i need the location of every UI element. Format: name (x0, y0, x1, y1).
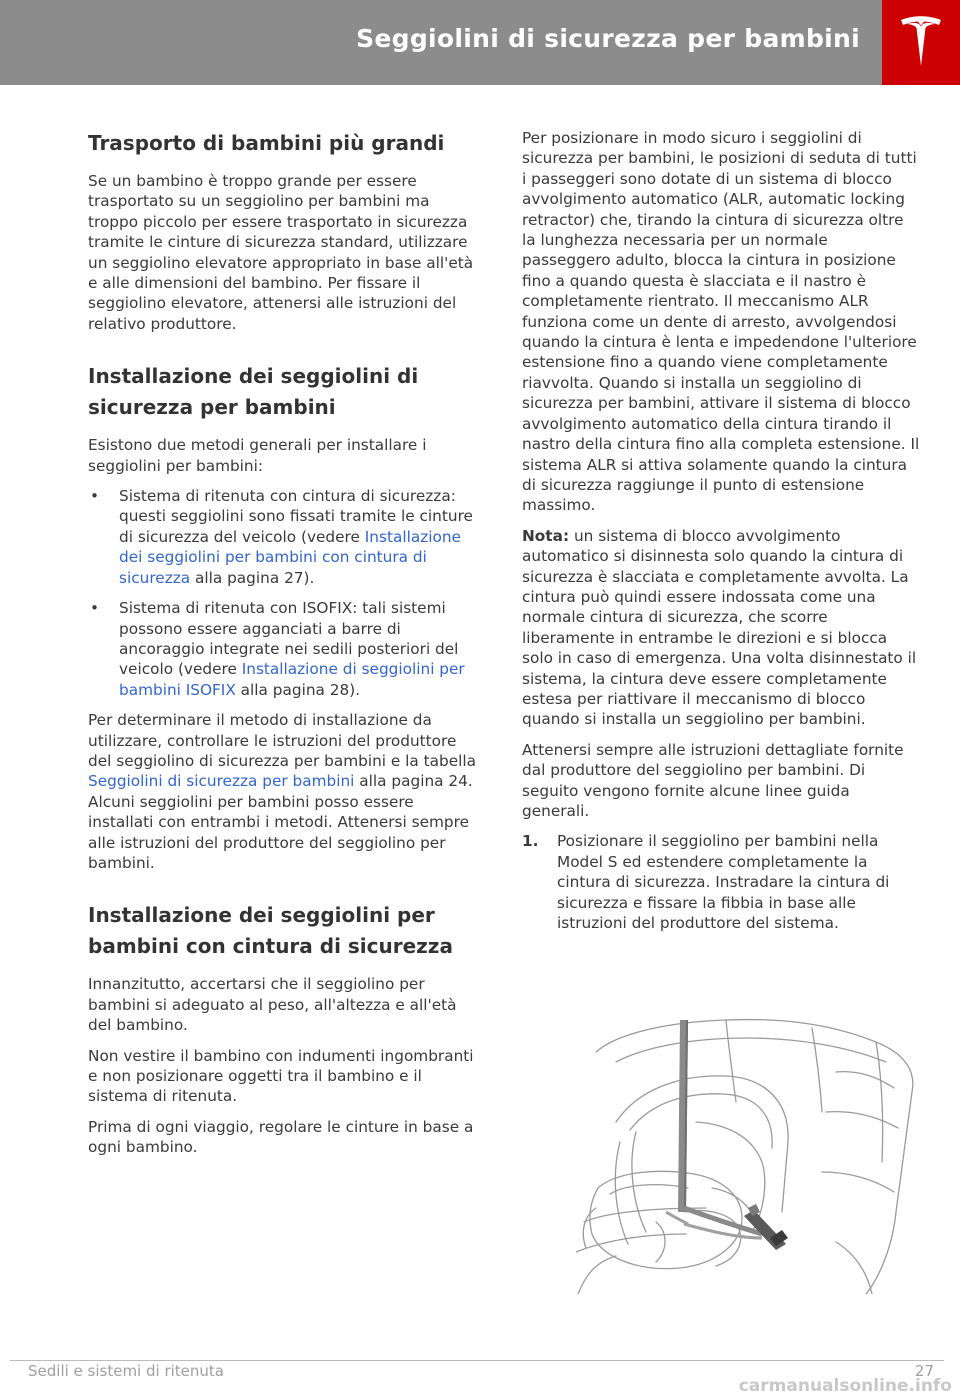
link-child-seats-table[interactable]: Seggiolini di sicurezza per bambini (88, 772, 355, 791)
list-item (88, 598, 483, 700)
paragraph-guidelines: Attenersi sempre alle istruzioni dettagliate fornite dal produttore del seggiolino per bambini. Di seguito vengono fornite alcune linee guida generali. (522, 740, 904, 820)
list-item (88, 486, 483, 588)
link-isofix-installation[interactable]: Installazione di seggiolini per bambini ISOFIX (119, 660, 465, 699)
steps-list (522, 831, 920, 933)
text-part: alla pagina 24. Alcuni seggiolini per bambini posso essere installati con entrambi i metodi. Attenersi sempre alle istruzioni del produttore del seggiolino per bambini. (88, 772, 473, 872)
footer-rule (10, 1360, 944, 1361)
step-text: Posizionare il seggiolino per bambini nella Model S ed estendere completamente la cintura di sicurezza. Instradare la cintura di sicurezza e fissare la fibbia in base alle istruzioni del produttore del sistema. (557, 832, 890, 933)
right-column (522, 128, 920, 933)
paragraph-determine-method (88, 710, 483, 873)
page-header (0, 0, 960, 85)
paragraph-alr: Per posizionare in modo sicuro i seggiolini di sicurezza per bambini, le posizioni di seduta di tutti i passeggeri sono dotate di un sistema di blocco avvolgimento automatico (ALR, automatic locking retractor) che, tirando la cintura di sicurezza oltre la lunghezza necessaria per un normale passeggero adulto, blocca la cintura in posizione fino a quando questa è slacciata e il nastro è completamente rientrato. Il meccanismo ALR funziona come un dente di arresto, avvolgendosi quando la cintura è lenta e impedendone l'ulteriore estensione fino a quando viene completamente riavvolta. Quando si installa un seggiolino di sicurezza per bambini, attivare il sistema di blocco avvolgimento automatico della cintura tirando il nastro della cintura fino alla completa estensione. Il sistema ALR si attiva solamente quando la cintura di sicurezza raggiunge il punto di estensione massimo. (522, 129, 920, 515)
brand-badge (882, 0, 960, 85)
heading-seatbelt-child-seats (88, 900, 483, 962)
heading-line-2: sicurezza per bambini (88, 395, 336, 420)
bullet-text-end: alla pagina 27). (190, 568, 315, 587)
paragraph-weight-height: Innanzitutto, accertarsi che il seggiolino per bambini si adeguato al peso, all'altezza e all'età del bambino. (88, 975, 457, 1035)
bullet-mark: • (90, 487, 100, 506)
child-seat-illustration (576, 1012, 918, 1294)
heading-older-children: Trasporto di bambini più grandi (88, 131, 445, 155)
bullet-text: Sistema di ritenuta con cintura di sicurezza: questi seggiolini sono fissati tramite le cinture di sicurezza del veicolo (vedere (119, 487, 473, 546)
methods-list (88, 486, 483, 700)
header-title: Seggiolini di sicurezza per bambini (356, 24, 860, 53)
tesla-logo-icon (899, 16, 943, 68)
note-label: Nota: (522, 526, 570, 545)
bullet-mark: • (90, 599, 100, 618)
paragraph-two-methods: Esistono due metodi generali per installare i seggiolini per bambini: (88, 436, 427, 475)
text-part: Per determinare il metodo di installazione da utilizzare, controllare le istruzioni del produttore del seggiolino di sicurezza per bambini e la tabella (88, 711, 477, 770)
bullet-text-end: alla pagina 28). (235, 680, 361, 699)
heading-line-1: Installazione dei seggiolini per (88, 903, 435, 928)
heading-line-1: Installazione dei seggiolini di (88, 364, 419, 389)
page-number: 27 (914, 1362, 934, 1380)
bullet-text: Sistema di ritenuta con ISOFIX: tali sistemi possono essere agganciati a barre di ancoraggio integrate nei sedili posteriori del veicolo (vedere (119, 599, 459, 679)
heading-installing-child-seats (88, 361, 483, 423)
list-item (522, 831, 920, 933)
paragraph-clothing: Non vestire il bambino con indumenti ingombranti e non posizionare oggetti tra il bambino e il sistema di ritenuta. (88, 1046, 474, 1106)
left-column (88, 128, 483, 1168)
link-seatbelt-installation[interactable]: Installazione dei seggiolini per bambini con cintura di sicurezza (119, 527, 461, 587)
paragraph-adjust-belts: Prima di ogni viaggio, regolare le cinture in base a ogni bambino. (88, 1117, 474, 1157)
watermark: carmanualsonline.info (738, 1376, 952, 1396)
note-text: un sistema di blocco avvolgimento automatico si disinnesta solo quando la cintura di sicurezza è slacciata e completamente avvolta. La cintura può quindi essere indossata come una normale cintura di sicurezza, che scorre liberamente in entrambe le direzioni e si blocca solo in caso di emergenza. Una volta disinnestato il sistema, la cintura deve essere completamente estesa per riattivare il meccanismo di blocco quando si installa un seggiolino per bambini. (522, 526, 917, 729)
footer-section-title: Sedili e sistemi di ritenuta (28, 1362, 224, 1380)
note-paragraph (522, 526, 920, 730)
paragraph-booster-seat: Se un bambino è troppo grande per essere trasportato su un seggiolino per bambini ma troppo piccolo per essere trasportato in sicurezza tramite le cinture di sicurezza standard, utilizzare un seggiolino elevatore appropriato in base all'età e alle dimensioni del bambino. Per fissare il seggiolino elevatore, attenersi alle istruzioni del relativo produttore. (88, 172, 474, 333)
heading-line-2: bambini con cintura di sicurezza (88, 934, 453, 959)
step-number: 1. (522, 832, 539, 851)
